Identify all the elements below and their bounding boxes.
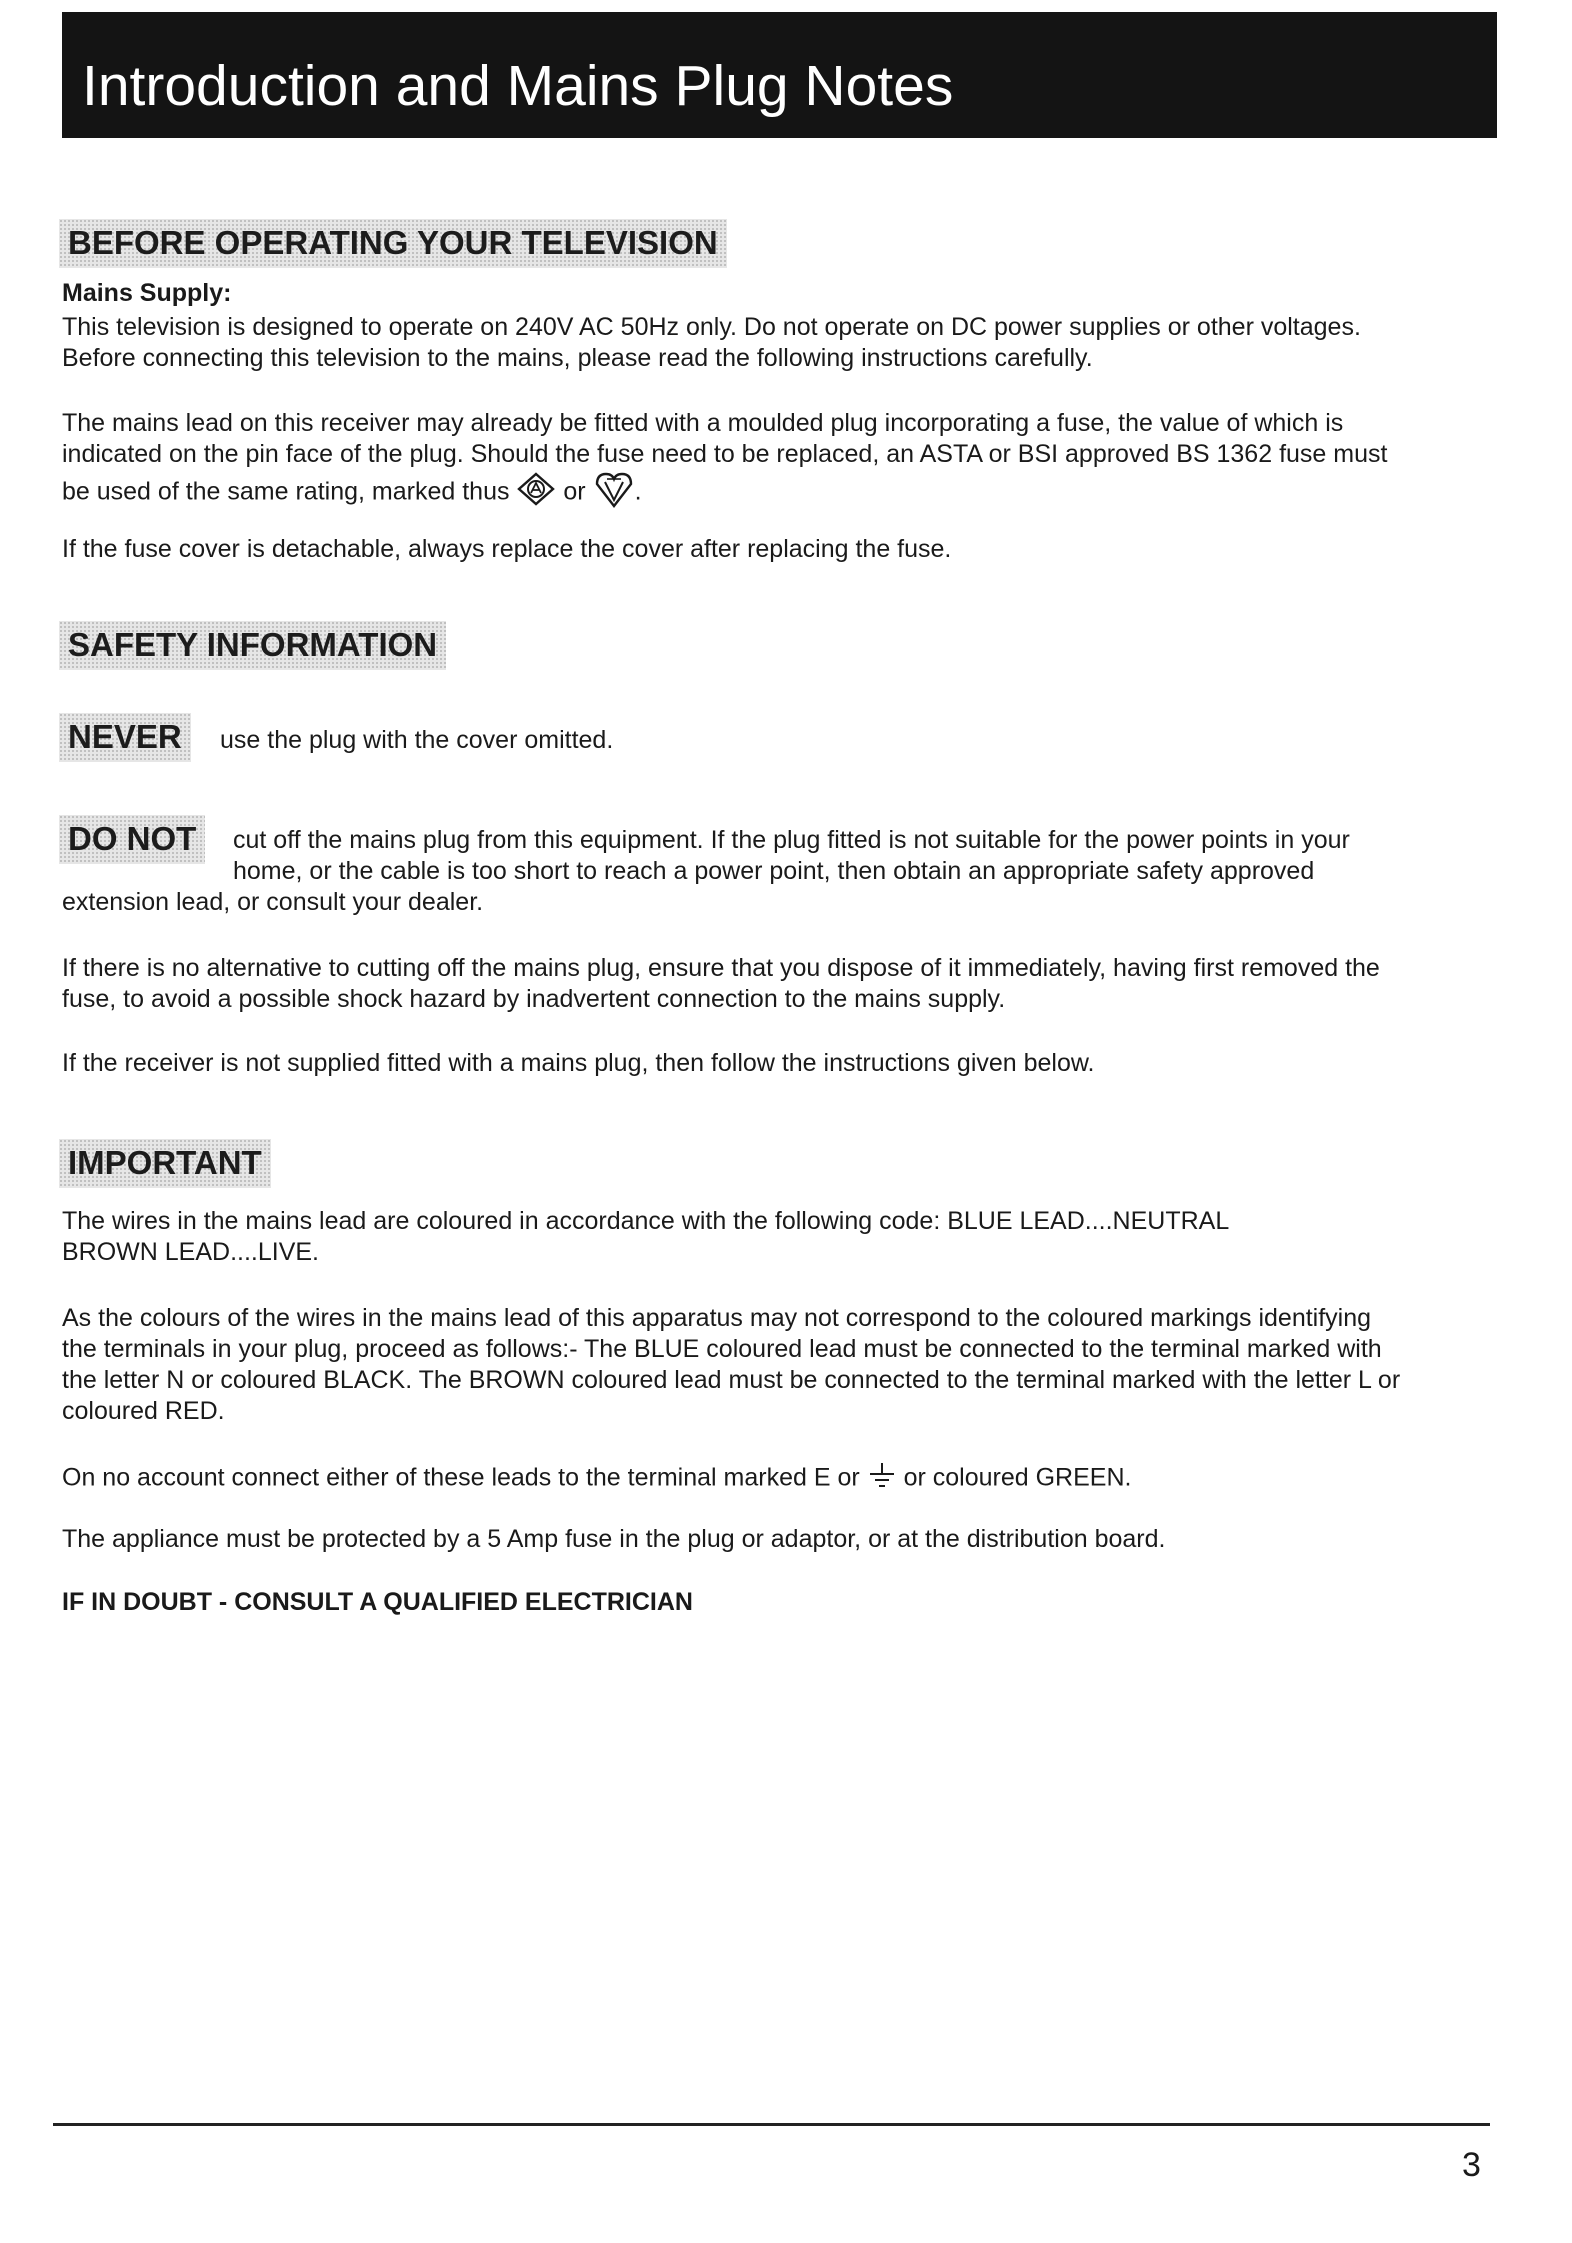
asta-mark-icon — [516, 472, 556, 514]
title-bar — [62, 12, 1497, 138]
do-not-line-3: extension lead, or consult your dealer. — [62, 888, 484, 916]
or-text: or — [563, 477, 586, 506]
never-text: use the plug with the cover omitted. — [220, 726, 614, 754]
earth-symbol-icon — [867, 1461, 897, 1497]
dispose-line-1: If there is no alternative to cutting off the mains plug, ensure that you dispose of it immediately, having first removed the — [62, 954, 1380, 982]
footer-divider — [53, 2123, 1490, 2126]
do-not-line-1: cut off the mains plug from this equipment. If the plug fitted is not suitable for the power points in your — [233, 826, 1350, 854]
section-heading-important: IMPORTANT — [59, 1139, 271, 1188]
earth-text-after: or coloured GREEN. — [903, 1463, 1132, 1492]
colours-line-4: coloured RED. — [62, 1397, 225, 1425]
page-title: Introduction and Mains Plug Notes — [82, 54, 954, 118]
fuse-cover-paragraph: If the fuse cover is detachable, always replace the cover after replacing the fuse. — [62, 535, 952, 563]
dispose-line-2: fuse, to avoid a possible shock hazard by inadvertent connection to the mains supply. — [62, 985, 1006, 1013]
not-supplied-paragraph: If the receiver is not supplied fitted with a mains plug, then follow the instructions given below. — [62, 1049, 1095, 1077]
page-number: 3 — [1462, 2146, 1481, 2184]
period-text: . — [634, 477, 642, 506]
bsi-kitemark-icon — [593, 470, 635, 516]
colours-line-3: the letter N or coloured BLACK. The BROWN coloured lead must be connected to the terminal marked with the letter L or — [62, 1366, 1401, 1394]
fuse-paragraph-line-1: The mains lead on this receiver may already be fitted with a moulded plug incorporating a fuse, the value of which is — [62, 409, 1344, 437]
fuse-protection-paragraph: The appliance must be protected by a 5 Amp fuse in the plug or adaptor, or at the distribution board. — [62, 1525, 1166, 1553]
never-label: NEVER — [59, 713, 191, 762]
colours-line-1: As the colours of the wires in the mains lead of this apparatus may not correspond to the coloured markings identifying — [62, 1304, 1372, 1332]
mains-supply-label: Mains Supply: — [62, 279, 232, 307]
mains-supply-line-2: Before connecting this television to the mains, please read the following instructions carefully. — [62, 344, 1093, 372]
marked-thus-text: be used of the same rating, marked thus — [62, 477, 510, 506]
earth-text-before: On no account connect either of these leads to the terminal marked E or — [62, 1463, 860, 1492]
do-not-label: DO NOT — [59, 815, 205, 864]
fuse-paragraph-line-3 — [62, 470, 642, 516]
mains-supply-line-1: This television is designed to operate on 240V AC 50Hz only. Do not operate on DC power supplies or other voltages. — [62, 313, 1361, 341]
colours-line-2: the terminals in your plug, proceed as follows:- The BLUE coloured lead must be connected to the terminal marked with — [62, 1335, 1382, 1363]
fuse-paragraph-line-2: indicated on the pin face of the plug. Should the fuse need to be replaced, an ASTA or BSI approved BS 1362 fuse must — [62, 440, 1388, 468]
section-heading-before-operating: BEFORE OPERATING YOUR TELEVISION — [59, 219, 727, 268]
earth-paragraph — [62, 1461, 1131, 1497]
section-heading-safety-information: SAFETY INFORMATION — [59, 621, 446, 670]
wire-code-line-2: BROWN LEAD....LIVE. — [62, 1238, 320, 1266]
consult-electrician-warning: IF IN DOUBT - CONSULT A QUALIFIED ELECTRICIAN — [62, 1588, 693, 1616]
wire-code-line-1: The wires in the mains lead are coloured in accordance with the following code: BLUE LEAD....NEUTRAL — [62, 1207, 1230, 1235]
do-not-line-2: home, or the cable is too short to reach a power point, then obtain an appropriate safety approved — [233, 857, 1315, 885]
